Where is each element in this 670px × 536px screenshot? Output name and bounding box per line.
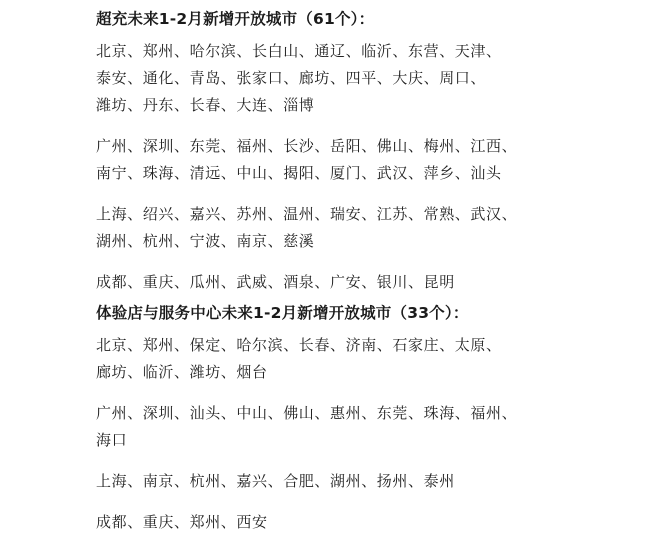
city-line: 成都、重庆、瓜州、武威、酒泉、广安、银川、昆明 — [96, 273, 455, 291]
city-group — [96, 269, 574, 296]
city-line: 潍坊、丹东、长春、大连、淄博 — [96, 96, 315, 114]
city-group — [96, 509, 574, 536]
city-line: 廊坊、临沂、潍坊、烟台 — [96, 363, 268, 381]
city-line: 成都、重庆、郑州、西安 — [96, 513, 268, 531]
city-line: 北京、郑州、保定、哈尔滨、长春、济南、石家庄、太原、 — [96, 336, 502, 354]
city-line: 海口 — [96, 431, 128, 449]
city-group — [96, 133, 574, 187]
city-group — [96, 38, 574, 119]
city-group — [96, 201, 574, 255]
section-supercharge — [96, 6, 574, 296]
city-line: 上海、绍兴、嘉兴、苏州、温州、瑞安、江苏、常熟、武汉、 — [96, 205, 518, 223]
city-group — [96, 468, 574, 495]
section-title-supercharge: 超充未来1-2月新增开放城市（61个）： — [96, 10, 375, 28]
city-group — [96, 332, 574, 386]
city-group — [96, 400, 574, 454]
city-line: 北京、郑州、哈尔滨、长白山、通辽、临沂、东营、天津、 — [96, 42, 502, 60]
city-line: 上海、南京、杭州、嘉兴、合肥、湖州、扬州、泰州 — [96, 472, 455, 490]
city-line: 泰安、通化、青岛、张家口、廊坊、四平、大庆、周口、 — [96, 69, 487, 87]
section-experience-service — [96, 300, 574, 536]
section-title-experience-service: 体验店与服务中心未来1-2月新增开放城市（33个）： — [96, 304, 469, 322]
city-line: 广州、深圳、汕头、中山、佛山、惠州、东莞、珠海、福州、 — [96, 404, 518, 422]
city-line: 湖州、杭州、宁波、南京、慈溪 — [96, 232, 315, 250]
city-line: 南宁、珠海、清远、中山、揭阳、厦门、武汉、萍乡、汕头 — [96, 164, 502, 182]
city-line: 广州、深圳、东莞、福州、长沙、岳阳、佛山、梅州、江西、 — [96, 137, 518, 155]
